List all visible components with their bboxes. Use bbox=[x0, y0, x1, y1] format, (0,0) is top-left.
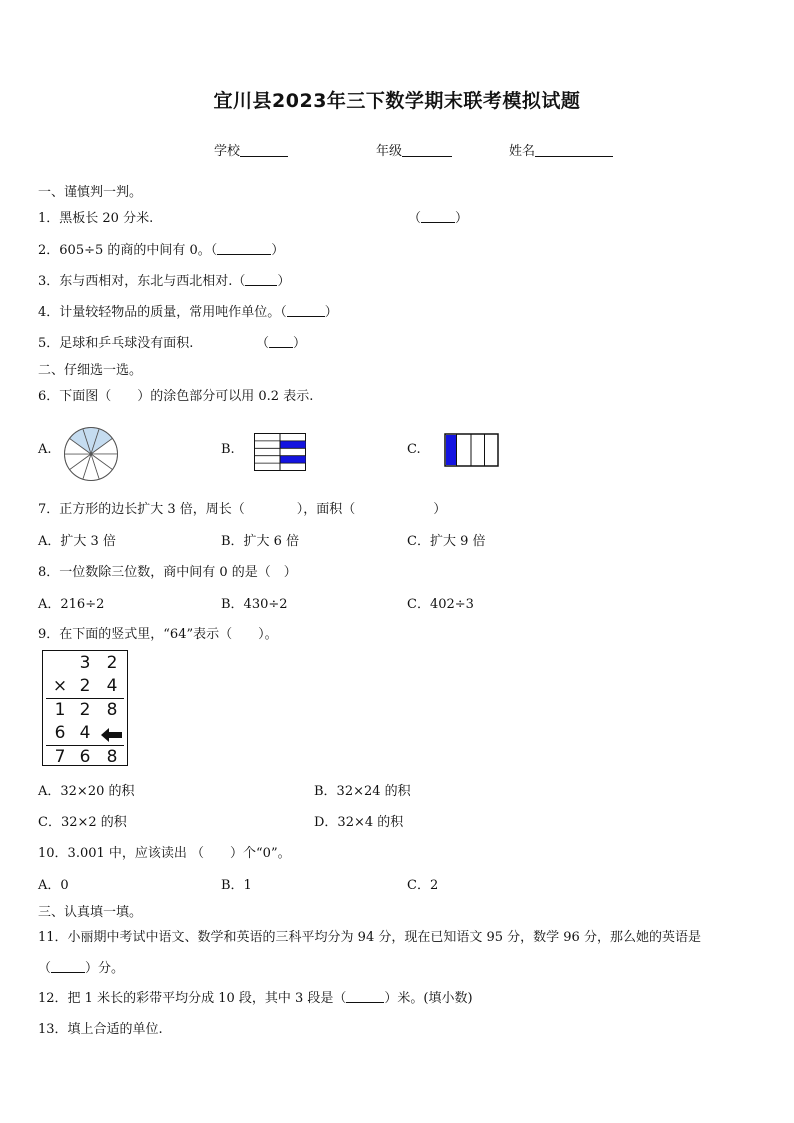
section-3-heading: 三、认真填一填。 bbox=[38, 905, 143, 920]
name-field bbox=[509, 140, 613, 159]
option-10a[interactable]: A．0 bbox=[38, 878, 69, 893]
question-5 bbox=[38, 332, 193, 351]
option-8c[interactable]: C．402÷3 bbox=[407, 597, 474, 612]
grade-label: 年级 bbox=[376, 144, 403, 159]
paren-close: ） bbox=[277, 274, 291, 289]
calc-digit: 4 bbox=[106, 676, 118, 696]
option-10b[interactable]: B．1 bbox=[221, 878, 252, 893]
answer-blank[interactable] bbox=[245, 273, 277, 286]
question-1-text: 1．黑板长 20 分米. bbox=[38, 211, 154, 226]
option-9a[interactable]: A．32×20 的积 bbox=[38, 784, 135, 799]
calc-row-partial-1 bbox=[43, 699, 127, 722]
option-10c[interactable]: C．2 bbox=[407, 878, 439, 893]
calc-digit: 2 bbox=[79, 676, 91, 696]
circle-figure-icon bbox=[63, 426, 119, 482]
option-7a[interactable]: A．扩大 3 倍 bbox=[38, 534, 116, 549]
question-12-text: 12．把 1 米长的彩带平均分成 10 段，其中 3 段是（ bbox=[38, 991, 347, 1006]
question-1 bbox=[38, 207, 153, 226]
answer-blank[interactable] bbox=[51, 960, 85, 973]
option-8b[interactable]: B．430÷2 bbox=[221, 597, 288, 612]
question-2-text: 2．605÷5 的商的中间有 0。（ bbox=[38, 243, 218, 258]
grade-field bbox=[376, 140, 452, 159]
question-3-text: 3．东与西相对，东北与西北相对.（ bbox=[38, 274, 246, 289]
calc-digit: 3 bbox=[79, 653, 91, 673]
option-9c[interactable]: C．32×2 的积 bbox=[38, 815, 127, 830]
name-label: 姓名 bbox=[509, 144, 536, 159]
question-11-line-1: 11．小丽期中考试中语文、数学和英语的三科平均分为 94 分，现在已知语文 95 分，数学 96 分，那么她的英语是 bbox=[38, 930, 701, 945]
paren-close: ） bbox=[455, 211, 469, 226]
section-1-heading: 一、谨慎判一判。 bbox=[38, 185, 143, 200]
vertical-multiplication bbox=[42, 650, 128, 766]
paren-close: ） bbox=[293, 336, 307, 351]
answer-blank[interactable] bbox=[269, 335, 293, 348]
calc-digit: 2 bbox=[79, 700, 91, 720]
question-1-answer[interactable] bbox=[408, 207, 468, 226]
school-field bbox=[214, 140, 288, 159]
paren-open: （ bbox=[38, 961, 52, 976]
calc-digit: 4 bbox=[79, 723, 91, 743]
question-9: 9．在下面的竖式里，“64”表示（ ）。 bbox=[38, 627, 278, 642]
option-7c[interactable]: C．扩大 9 倍 bbox=[407, 534, 486, 549]
option-8a[interactable]: A．216÷2 bbox=[38, 597, 105, 612]
answer-blank[interactable] bbox=[421, 210, 455, 223]
question-7: 7．正方形的边长扩大 3 倍，周长（ ），面积（ ） bbox=[38, 502, 447, 517]
calc-digit: 1 bbox=[54, 700, 66, 720]
paren-close: ）分。 bbox=[85, 961, 125, 976]
question-8: 8．一位数除三位数，商中间有 0 的是（ ） bbox=[38, 565, 297, 580]
question-13: 13．填上合适的单位. bbox=[38, 1022, 163, 1037]
calc-row-product bbox=[43, 746, 127, 769]
calc-row-multiplicand bbox=[43, 652, 127, 675]
calc-row-multiplier bbox=[43, 675, 127, 698]
strip-figure-icon bbox=[444, 433, 499, 467]
paren-open: （ bbox=[408, 211, 422, 226]
calc-row-partial-2 bbox=[43, 722, 127, 745]
calc-digit: 6 bbox=[54, 723, 66, 743]
question-4 bbox=[38, 301, 338, 320]
school-blank[interactable] bbox=[240, 142, 288, 157]
calc-digit: 8 bbox=[106, 700, 118, 720]
calc-digit: 7 bbox=[54, 747, 66, 767]
answer-blank[interactable] bbox=[287, 304, 325, 317]
section-2-heading: 二、仔细选一选。 bbox=[38, 363, 143, 378]
grade-blank[interactable] bbox=[402, 142, 452, 157]
school-label: 学校 bbox=[214, 144, 241, 159]
calc-digit: 2 bbox=[106, 653, 118, 673]
question-2 bbox=[38, 239, 284, 258]
calc-digit: 8 bbox=[106, 747, 118, 767]
question-6: 6．下面图（ ）的涂色部分可以用 0.2 表示. bbox=[38, 389, 314, 404]
question-4-text: 4．计量较轻物品的质量，常用吨作单位。（ bbox=[38, 305, 287, 320]
question-3 bbox=[38, 270, 290, 289]
paren-open: （ bbox=[256, 336, 270, 351]
left-arrow-icon bbox=[101, 728, 123, 742]
question-10: 10．3.001 中，应该读出 （ ）个“0”。 bbox=[38, 846, 291, 861]
answer-blank[interactable] bbox=[346, 990, 384, 1003]
name-blank[interactable] bbox=[535, 142, 613, 157]
multiply-sign: × bbox=[52, 676, 68, 696]
question-5-answer[interactable] bbox=[256, 332, 306, 351]
option-9b[interactable]: B．32×24 的积 bbox=[314, 784, 411, 799]
question-5-text: 5．足球和乒乓球没有面积. bbox=[38, 336, 194, 351]
calc-digit: 6 bbox=[79, 747, 91, 767]
question-12 bbox=[38, 987, 473, 1006]
option-6c-label[interactable]: C. bbox=[407, 442, 421, 457]
question-11-line-2 bbox=[38, 957, 124, 976]
answer-blank[interactable] bbox=[217, 242, 271, 255]
rectangle-grid-figure-icon bbox=[254, 433, 306, 471]
exam-title: 宜川县2023年三下数学期末联考模拟试题 bbox=[213, 90, 581, 112]
question-12-tail: ）米。(填小数) bbox=[384, 991, 473, 1006]
option-6b-label[interactable]: B. bbox=[221, 442, 235, 457]
paren-close: ） bbox=[271, 243, 285, 258]
option-9d[interactable]: D．32×4 的积 bbox=[314, 815, 404, 830]
option-6a-label[interactable]: A. bbox=[38, 442, 52, 457]
option-7b[interactable]: B．扩大 6 倍 bbox=[221, 534, 300, 549]
paren-close: ） bbox=[324, 305, 338, 320]
